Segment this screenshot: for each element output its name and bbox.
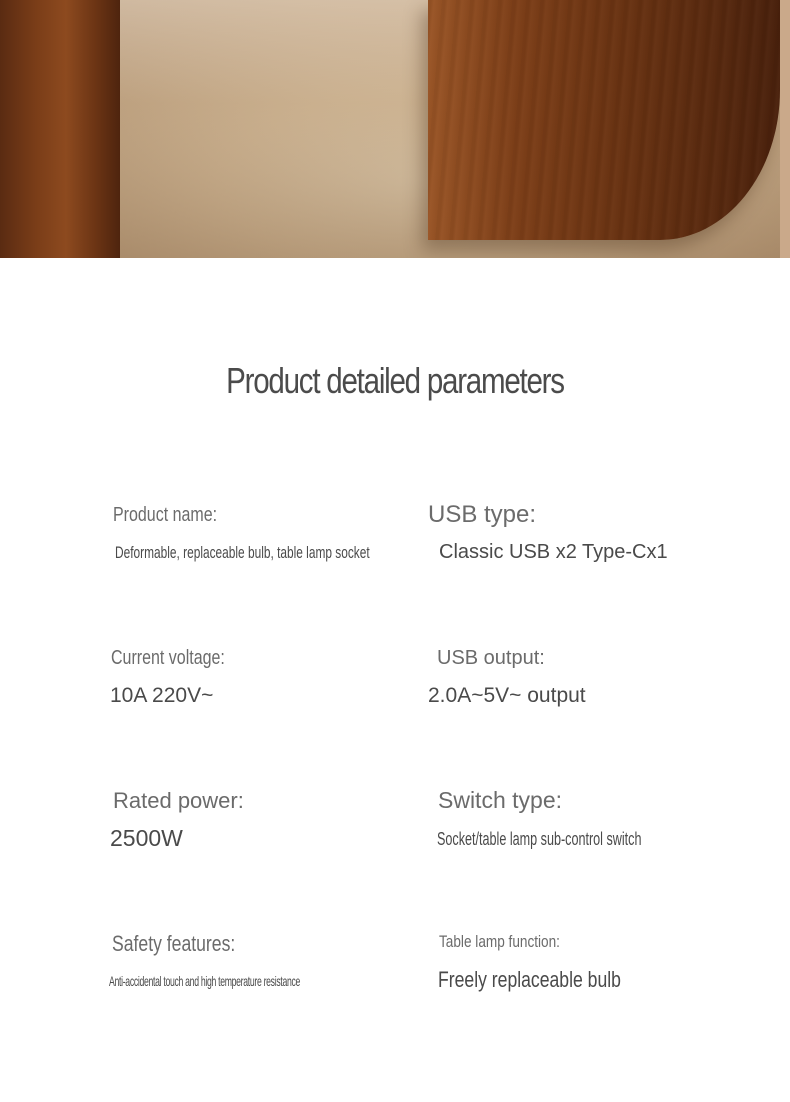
current-voltage-value: 10A 220V~ xyxy=(110,684,214,707)
table-lamp-function-label: Table lamp function: xyxy=(439,932,560,951)
carpet-edge xyxy=(780,0,790,258)
switch-type-label: Switch type: xyxy=(438,787,562,813)
usb-type-label: USB type: xyxy=(428,501,537,528)
product-name-value: Deformable, replaceable bulb, table lamp socket xyxy=(115,543,370,562)
usb-output-value: 2.0A~5V~ output xyxy=(428,684,586,707)
product-name-label: Product name: xyxy=(113,504,218,526)
page-title: Product detailed parameters xyxy=(226,360,564,401)
hero-product-photo xyxy=(0,0,790,258)
current-voltage-label: Current voltage: xyxy=(111,647,225,669)
switch-type-value: Socket/table lamp sub-control switch xyxy=(437,829,642,849)
rated-power-value: 2500W xyxy=(110,825,183,851)
wooden-leg-right xyxy=(428,0,780,240)
safety-features-value: Anti-accidental touch and high temperature resistance xyxy=(109,973,301,989)
usb-output-label: USB output: xyxy=(437,647,545,669)
usb-type-value: Classic USB x2 Type-Cx1 xyxy=(439,541,668,563)
safety-features-label: Safety features: xyxy=(112,931,236,956)
wooden-leg-left xyxy=(0,0,120,258)
rated-power-label: Rated power: xyxy=(113,788,244,813)
table-lamp-function-value: Freely replaceable bulb xyxy=(438,967,621,992)
